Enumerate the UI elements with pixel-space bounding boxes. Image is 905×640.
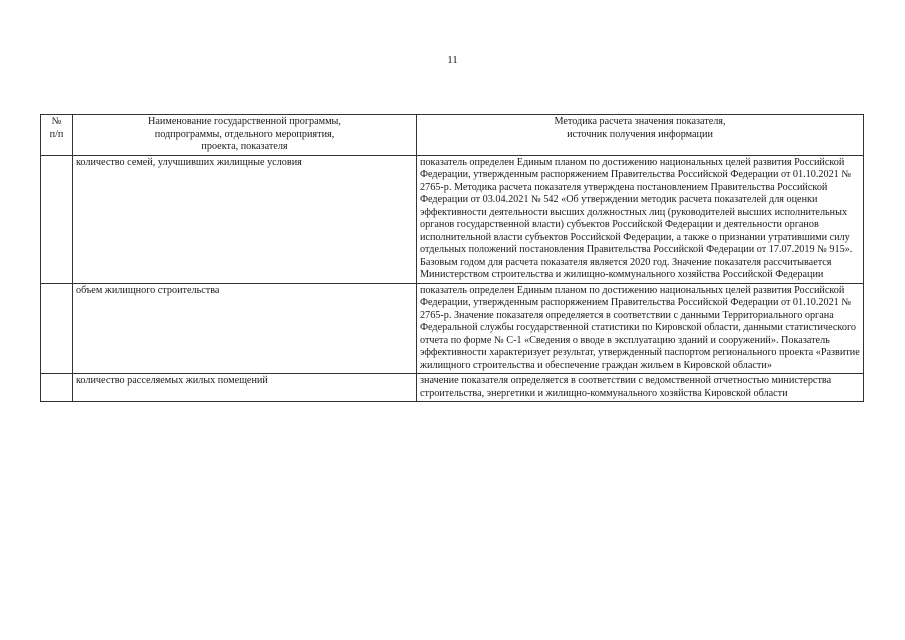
indicator-method: показатель определен Единым планом по достижению национальных целей развития Российской Федерации, утвержденным распоряжением Правительства Российской Федерации от 01.10.2021 № 2765-р. Методика расчета показателя утверждена постановлением Правительства Российской Федерации от 03.04.2021 № 542 «Об утверждении методик расчета показателей для оценки эффективности деятельности высших должностных лиц (руководителей высших исполнительных органов государственной власти) субъектов Российской Федерации и деятельности органов исполнительной власти субъектов Российской Федерации, а также о признании утратившими силу отдельных положений постановления Правительства Российской Федерации от 17.07.2019 № 915». Базовым годом для расчета показателя является 2020 год. Значение показателя рассчитывается Министерством строительства и жилищно-коммунального хозяйства Российской Федерации <box>417 155 864 283</box>
header-name: Наименование государственной программы, подпрограммы, отдельного мероприятия, проекта, показателя <box>73 115 417 156</box>
indicator-name: количество семей, улучшивших жилищные условия <box>73 155 417 283</box>
indicator-method: показатель определен Единым планом по достижению национальных целей развития Российской Федерации, утвержденным распоряжением Правительства Российской Федерации от 01.10.2021 № 2765-р. Значение показателя определяется в соответствии с данными Территориального органа Федеральной службы государственной статистики по Кировской области, данными статистического отчета по форме № С-1 «Сведения о вводе в эксплуатацию зданий и сооружений». Показатель эффективности характеризует результат, утвержденный паспортом регионального проекта «Развитие жилищного строительства и обеспечение граждан жильем в Кировской области» <box>417 283 864 374</box>
row-number <box>41 283 73 374</box>
table-row <box>41 283 864 374</box>
row-number <box>41 374 73 402</box>
indicators-table <box>40 114 864 402</box>
table-header-row <box>41 115 864 156</box>
row-number <box>41 155 73 283</box>
indicator-name: количество расселяемых жилых помещений <box>73 374 417 402</box>
table-row <box>41 155 864 283</box>
table-row <box>41 374 864 402</box>
header-number: № п/п <box>41 115 73 156</box>
indicator-method: значение показателя определяется в соответствии с ведомственной отчетностью министерства строительства, энергетики и жилищно-коммунального хозяйства Кировской области <box>417 374 864 402</box>
header-method: Методика расчета значения показателя, источник получения информации <box>417 115 864 156</box>
indicator-name: объем жилищного строительства <box>73 283 417 374</box>
page-number: 11 <box>447 54 458 66</box>
